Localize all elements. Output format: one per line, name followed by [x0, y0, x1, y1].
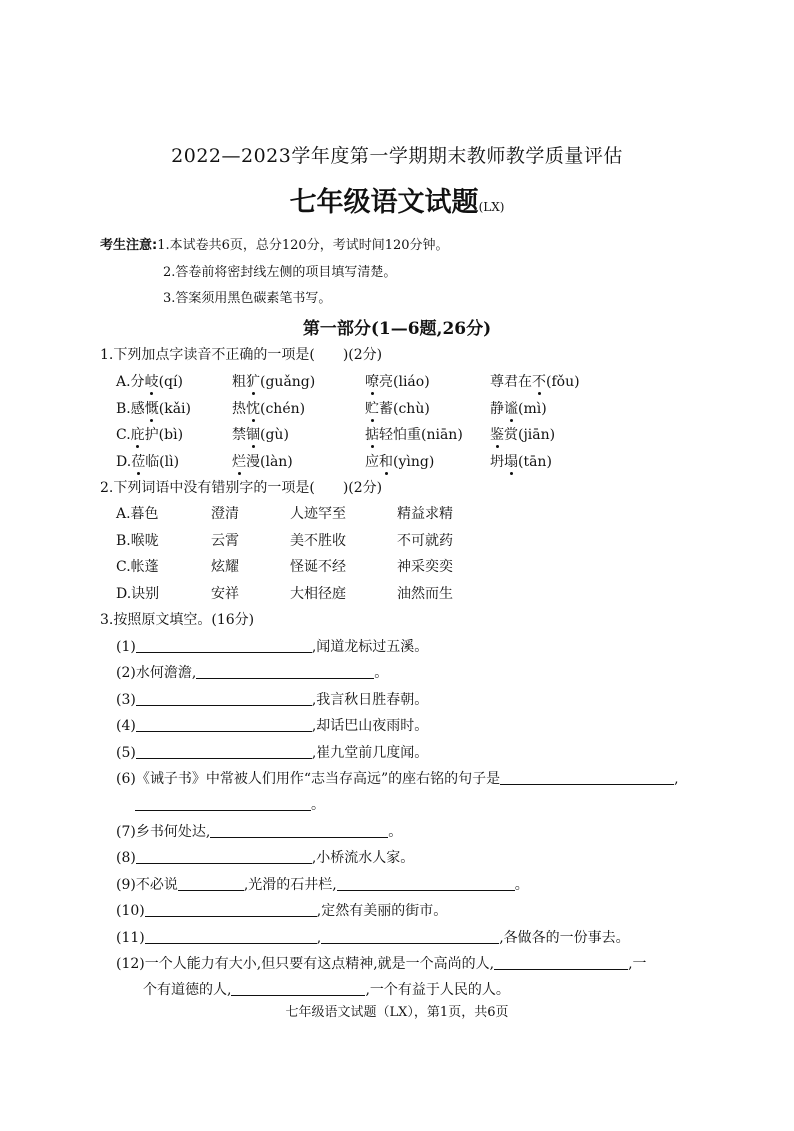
line-text: ,我言秋日胜春朝。	[311, 692, 429, 708]
line-prefix: 个有道德的人,	[143, 982, 232, 998]
question-2-option: 油然而生	[397, 586, 453, 602]
fill-line-5	[116, 742, 428, 762]
option-text: 赏(jiān)	[504, 427, 556, 443]
question-1-option	[232, 371, 315, 391]
notice-label: 考生注意:	[100, 238, 158, 253]
dotted-character: 塌	[504, 454, 518, 470]
answer-blank[interactable]	[231, 981, 365, 996]
fill-line-3	[116, 689, 428, 709]
question-1-option	[232, 451, 293, 471]
line-prefix: (6)《诫子书》中常被人们用作“志当存高远”的座右铭的句子是	[116, 771, 501, 787]
paper-code: (LX)	[478, 200, 505, 214]
paper-title	[0, 180, 794, 219]
fill-line-1	[116, 636, 428, 656]
question-2-option: 精益求精	[397, 506, 453, 522]
answer-blank[interactable]	[145, 902, 317, 917]
line-prefix: (5)	[116, 745, 136, 761]
fill-line-6	[116, 768, 679, 788]
dotted-character: 烂	[232, 454, 246, 470]
line-text: ,	[316, 930, 322, 946]
question-2-option: C.帐蓬	[116, 559, 159, 575]
part-heading: 第一部分(1—6题,26分)	[302, 319, 492, 339]
line-text: ,	[674, 771, 679, 787]
fill-line-8	[116, 847, 414, 867]
option-text: C.	[116, 427, 131, 443]
dotted-character: 和	[379, 454, 393, 470]
dotted-character: 谧	[504, 401, 518, 417]
question-2-option: D.诀别	[116, 586, 160, 602]
question-1-option	[116, 371, 183, 391]
line-prefix: (12)一个人能力有大小,但只要有这点精神,就是一个高尚的人,	[116, 956, 495, 972]
answer-blank[interactable]	[210, 823, 388, 838]
dotted-character: 掂	[365, 427, 379, 443]
line-prefix: (8)	[116, 850, 136, 866]
fill-line-7	[116, 821, 402, 841]
fill-line-9	[116, 874, 529, 894]
dotted-character: 岐	[144, 374, 159, 390]
option-text: (kǎi)	[158, 401, 191, 417]
fill-line-6-cont	[135, 794, 325, 814]
dotted-character: 犷	[246, 374, 260, 390]
option-text: (fǒu)	[546, 374, 580, 390]
question-2-stem: 2.下列词语中没有错别字的一项是( )(2分)	[100, 480, 383, 496]
question-1-option	[490, 398, 547, 418]
fill-line-12-cont	[143, 979, 510, 999]
question-2-option: 神采奕奕	[397, 559, 453, 575]
option-text: 热	[232, 401, 246, 417]
question-2-option: 安祥	[211, 586, 239, 602]
option-text: (guǎng)	[260, 374, 316, 390]
dotted-character: 不	[532, 374, 546, 390]
line-prefix: (7)乡书何处达,	[116, 824, 211, 840]
option-text: B.感	[116, 401, 145, 417]
dotted-character: 贮	[365, 401, 379, 417]
question-1-option	[490, 451, 552, 471]
notice-item: 3.答案须用黑色碳素笔书写。	[163, 291, 332, 306]
notice-item: 1.本试卷共6页，总分120分，考试时间120分钟。	[157, 238, 449, 253]
dotted-character: 莅	[131, 454, 146, 470]
question-1-option	[116, 398, 191, 418]
notice-item: 2.答卷前将密封线左侧的项目填写清楚。	[163, 265, 397, 280]
question-1-stem: 1.下列加点字读音不正确的一项是( )(2分)	[100, 347, 383, 363]
option-text: 静	[490, 401, 504, 417]
line-text: 。	[514, 877, 529, 893]
question-1-option	[232, 424, 289, 444]
option-text: (chén)	[260, 401, 306, 417]
question-1-option	[490, 371, 580, 391]
answer-blank[interactable]	[136, 849, 312, 864]
line-text: 。	[374, 665, 389, 681]
question-2-option: B.喉咙	[116, 533, 159, 549]
notice-line-1	[100, 234, 449, 253]
question-1-option	[116, 451, 179, 471]
dotted-character: 庇	[130, 427, 145, 443]
fill-line-10	[116, 900, 447, 920]
question-1-option	[490, 424, 555, 444]
line-text: ,崔九堂前几度闻。	[311, 745, 429, 761]
answer-blank[interactable]	[136, 638, 312, 653]
option-text: 临(lì)	[145, 454, 180, 470]
option-text: 粗	[232, 374, 246, 390]
option-text: 蓄(chù)	[379, 401, 430, 417]
question-2-option: 不可就药	[397, 533, 453, 549]
line-text: ,各做各的一份事去。	[499, 930, 630, 946]
line-text: ,定然有美丽的街市。	[316, 903, 448, 919]
line-text: 。	[388, 824, 403, 840]
question-1-option	[365, 398, 430, 418]
option-text: 亮(liáo)	[379, 374, 430, 390]
page-footer: 七年级语文试题（LX），第1页，共6页	[285, 1005, 509, 1020]
question-1-option	[365, 424, 463, 444]
line-text: ,小桥流水人家。	[311, 850, 415, 866]
paper-title-text: 七年级语文试题	[289, 187, 479, 218]
answer-blank[interactable]	[136, 717, 312, 732]
dotted-character: 锢	[246, 427, 260, 443]
option-text: (yìng)	[393, 454, 435, 470]
option-text: (mì)	[518, 401, 547, 417]
exam-title: 2022—2023学年度第一学期期末教师教学质量评估	[171, 145, 623, 167]
option-text: (tān)	[518, 454, 552, 470]
question-2-option: 人迹罕至	[290, 506, 346, 522]
option-text: 禁	[232, 427, 246, 443]
line-text: ,一	[628, 956, 647, 972]
option-text: A.分	[116, 374, 145, 390]
option-text: 漫(làn)	[246, 454, 293, 470]
line-text: ,闻道龙标过五溪。	[311, 639, 429, 655]
line-prefix: (10)	[116, 903, 145, 919]
fill-line-4	[116, 715, 428, 735]
answer-blank[interactable]	[494, 955, 628, 970]
option-text: 护(bì)	[144, 427, 184, 443]
answer-blank[interactable]	[136, 744, 312, 759]
dotted-character: 慨	[144, 401, 159, 417]
answer-blank[interactable]	[337, 876, 515, 891]
answer-blank[interactable]	[500, 770, 674, 785]
line-text: ,一个有益于人民的人。	[365, 982, 510, 998]
line-prefix: (11)	[116, 930, 145, 946]
line-prefix: (2)水何澹澹,	[116, 665, 197, 681]
line-prefix: (1)	[116, 639, 136, 655]
line-text: 。	[311, 797, 325, 813]
question-1-option	[116, 424, 183, 444]
question-2-option: 美不胜收	[290, 533, 346, 549]
option-text: (qí)	[158, 374, 183, 390]
fill-line-11	[116, 927, 630, 947]
option-text: 应	[365, 454, 379, 470]
question-3-stem: 3.按照原文填空。(16分)	[100, 612, 255, 628]
line-text: ,光滑的石井栏,	[243, 877, 337, 893]
line-prefix: (3)	[116, 692, 136, 708]
question-2-option: 大相径庭	[290, 586, 346, 602]
answer-blank[interactable]	[196, 664, 374, 679]
question-2-option: 澄清	[211, 506, 239, 522]
question-1-option	[365, 451, 434, 471]
option-text: 坍	[490, 454, 504, 470]
line-text: ,却话巴山夜雨时。	[311, 718, 429, 734]
line-prefix: (9)不必说	[116, 877, 178, 893]
question-1-option	[232, 398, 305, 418]
question-2-option: 怪诞不经	[290, 559, 346, 575]
dotted-character: 嘹	[365, 374, 379, 390]
fill-line-2	[116, 662, 388, 682]
question-2-option: 炫耀	[211, 559, 239, 575]
answer-blank[interactable]	[178, 876, 244, 891]
question-2-option: 云霄	[211, 533, 239, 549]
question-2-option: A.暮色	[116, 506, 159, 522]
option-text: (gù)	[260, 427, 289, 443]
line-prefix: (4)	[116, 718, 136, 734]
option-text: 轻怕重(niān)	[379, 427, 463, 443]
question-1-option	[365, 371, 430, 391]
answer-blank[interactable]	[135, 796, 311, 811]
option-text: D.	[116, 454, 132, 470]
dotted-character: 鉴	[490, 427, 504, 443]
dotted-character: 忱	[246, 401, 260, 417]
answer-blank[interactable]	[136, 691, 312, 706]
answer-blank[interactable]	[145, 929, 317, 944]
option-text: 尊君在	[490, 374, 532, 390]
fill-line-12	[116, 953, 647, 973]
answer-blank[interactable]	[321, 929, 499, 944]
